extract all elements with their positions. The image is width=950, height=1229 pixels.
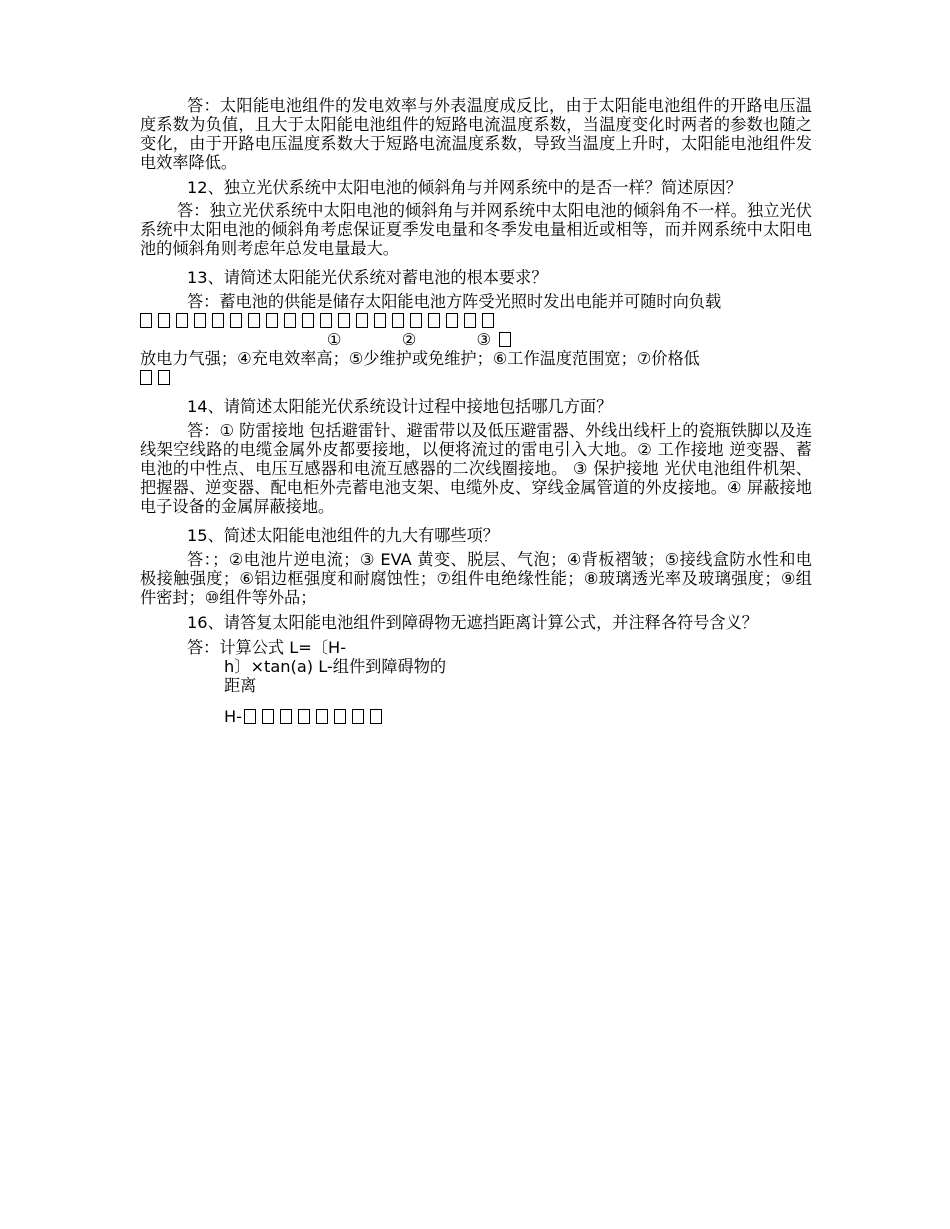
missing-glyph-icon <box>284 313 296 328</box>
missing-glyph-icon <box>230 313 242 328</box>
missing-glyph-icon <box>374 313 386 328</box>
missing-glyph-icon <box>158 313 170 328</box>
missing-glyph-icon <box>158 370 170 385</box>
answer-13-line-3: 放电力气强；④充电效率高；⑤少维护或免维护；⑥工作温度范围宽；⑦价格低 <box>140 349 700 368</box>
missing-glyph-icon <box>302 313 314 328</box>
missing-glyph-icon <box>266 313 278 328</box>
missing-glyph-icon <box>316 709 328 724</box>
missing-glyph-icon <box>410 313 422 328</box>
missing-glyph-icon <box>499 332 511 347</box>
missing-glyph-icon <box>194 313 206 328</box>
missing-glyph-icon <box>320 313 332 328</box>
answer-paragraph-11: 答：太阳能电池组件的发电效率与外表温度成反比，由于太阳能电池组件的开路电压温度系数为负值，且大于太阳能电池组件的短路电流温度系数，当温度变化时两者的参数也随之变化，由于开路电压温度系数大于短路电流温度系数，导致当温度上升时，太阳能电池组件发电效率降低。 <box>140 96 812 172</box>
answer-13-line-4 <box>140 368 812 387</box>
missing-glyph-icon <box>280 709 292 724</box>
question-12: 12、独立光伏系统中太阳电池的倾斜角与并网系统中的是否一样？简述原因？ <box>187 178 742 197</box>
question-13: 13、请简述太阳能光伏系统对蓄电池的根本要求？ <box>187 268 548 287</box>
missing-glyph-icon <box>370 709 382 724</box>
question-15: 15、简述太阳能电池组件的九大有哪些项？ <box>187 526 499 545</box>
missing-glyph-icon <box>338 313 350 328</box>
missing-glyph-icon <box>446 313 458 328</box>
missing-glyph-icon <box>352 709 364 724</box>
missing-glyph-icon <box>262 709 274 724</box>
missing-glyph-icon <box>212 313 224 328</box>
missing-glyph-icon <box>482 313 494 328</box>
missing-glyph-icon <box>140 370 152 385</box>
answer-16-label: 答：计算公式 L=〔H- <box>187 638 347 657</box>
missing-glyph-icon <box>428 313 440 328</box>
answer-16-block <box>187 638 812 726</box>
answer-16-formula: h〕×tan(a) L-组件到障碍物的距离 <box>224 657 447 695</box>
missing-glyph-icon <box>140 313 152 328</box>
missing-glyph-icon <box>176 313 188 328</box>
answer-13-line-1: 答：蓄电池的供能是储存太阳能电池方阵受光照时发出电能并可随时向负载 <box>187 292 722 311</box>
missing-glyph-icon <box>334 709 346 724</box>
missing-glyph-icon <box>392 313 404 328</box>
answer-13-line-2-text: ① ② ③ <box>140 330 496 349</box>
missing-glyph-run <box>140 311 500 330</box>
answer-16-h-label: H- <box>224 707 243 726</box>
question-16: 16、请答复太阳能电池组件到障碍物无遮挡距离计算公式，并注释各符号含义？ <box>187 613 758 632</box>
document-page <box>140 96 812 726</box>
question-14: 14、请简述太阳能光伏系统设计过程中接地包括哪几方面？ <box>187 397 613 416</box>
answer-paragraph-14: 答：① 防雷接地 包括避雷针、避雷带以及低压避雷器、外线出线杆上的瓷瓶铁脚以及连线架空线路的电缆金属外皮都要接地，以便将流过的雷电引入大地。② 工作接地 逆变器、蓄电池的中性点、电压互感器和电流互感器的二次线圈接地。 ③ 保护接地 光伏电池组件机架、把握器、逆变器、配电柜外壳蓄电池支架、电缆外皮、穿线金属管道的外皮接地。④ 屏蔽接地 电子设备的金属屏蔽接地。 <box>140 421 812 516</box>
missing-glyph-icon <box>298 709 310 724</box>
answer-13-line-2 <box>140 311 812 349</box>
missing-glyph-icon <box>356 313 368 328</box>
answer-16-h-line <box>224 707 454 726</box>
missing-glyph-icon <box>248 313 260 328</box>
missing-glyph-icon <box>464 313 476 328</box>
answer-paragraph-15: 答：；②电池片逆电流；③ EVA 黄变、脱层、气泡；④背板褶皱；⑤接线盒防水性和电极接触强度；⑥铝边框强度和耐腐蚀性；⑦组件电绝缘性能；⑧玻璃透光率及玻璃强度；⑨组件密封；⑩组件等外品； <box>140 550 812 607</box>
missing-glyph-icon <box>244 709 256 724</box>
answer-paragraph-12: 答：独立光伏系统中太阳电池的倾斜角与并网系统中太阳电池的倾斜角不一样。独立光伏系统中太阳电池的倾斜角考虑保证夏季发电量和冬季发电量相近或相等，而并网系统中太阳电池的倾斜角则考虑年总发电量最大。 <box>140 201 812 258</box>
